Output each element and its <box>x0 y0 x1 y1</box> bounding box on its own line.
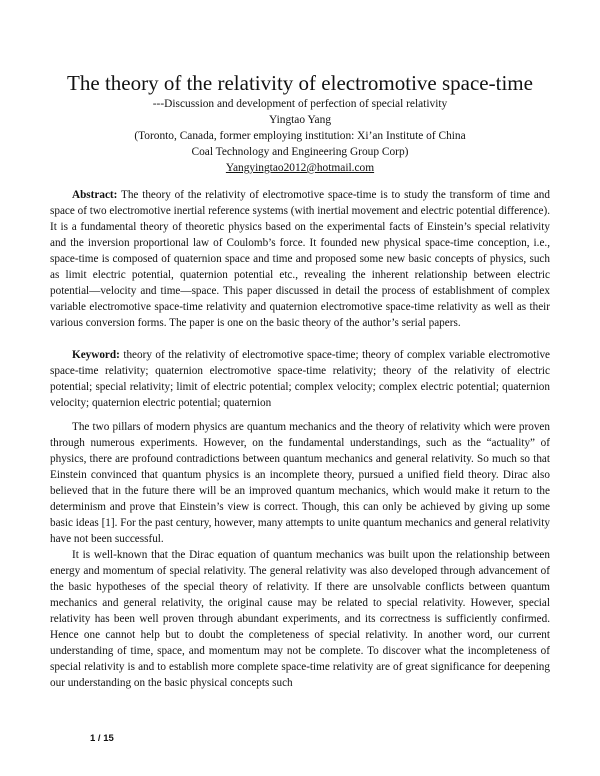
paper-title: The theory of the relativity of electromotive space-time <box>67 71 533 95</box>
abstract-paragraph <box>50 187 550 331</box>
abstract-text: The theory of the relativity of electromotive space-time is to study the transform of time and space of two electromotive inertial reference systems (with inertial movement and electric potential difference). It is a fundamental theory of theoretic physics based on the experimental facts of Einstein’s special relativity and the inversion proportional law of Coulomb’s force. It founded new physical space-time conception, i.e., space-time is composed of quaternion space and time and proposed some new basic concepts of physics, such as limit electric potential, quaternion potential etc., revealing the inherent relationship between electric potential—velocity and time—space. This paper discussed in detail the process of establishment of complex variable electromotive space-time relativity and quaternion electromotive space-time relativity as well as their various conversion forms. The paper is one on the basic theory of the author’s serial papers. <box>50 189 550 329</box>
keywords-paragraph <box>50 347 550 411</box>
keywords-label: Keyword: <box>72 349 120 361</box>
author-name: Yingtao Yang <box>268 114 332 126</box>
body-paragraph-1: The two pillars of modern physics are quantum mechanics and the theory of relativity which were proven through numerous experiments. However, on the fundamental understandings, such as the “actuality” of physics, there are profound contradictions between quantum mechanics and general relativity. So much so that Einstein convinced that quantum physics is an incomplete theory, pursued a unified field theory. Dirac also believed that in the future there will be an improved quantum mechanics, which would make it return to the determinism and prove that Einstein’s view is correct. Though, this can only be achieved by giving up some basic ideas [1]. For the past century, however, many attempts to unite quantum mechanics and general relativity have not been successful. <box>50 421 550 545</box>
abstract-label: Abstract: <box>72 189 118 201</box>
body-paragraph-2: It is well-known that the Dirac equation of quantum mechanics was built upon the relationship between energy and momentum of special relativity. The general relativity was also developed through advancement of the basic hypotheses of the special theory of relativity. If there are unsolvable conflicts between quantum mechanics and general relativity, the original cause may be related to special relativity. However, special relativity has been well proven through abundant experiments, and its correctness is sufficiently confirmed. Hence one cannot help but to doubt the completeness of special relativity. In another word, our current understanding of time, space, and momentum may not be complete. To discover what the incompleteness of special relativity is and to establish more complete space-time relativity are of great significance for deepening our understanding on the basic physical concepts such <box>50 549 550 689</box>
keywords-text: theory of the relativity of electromotive space-time; theory of complex variable electromotive space-time relativity; quaternion electromotive space-time relativity; theory of the relativity of electric potential; special relativity; limit of electric potential; complex velocity; complex electric potential; quaternion velocity; quaternion electric potential; quaternion <box>50 349 551 409</box>
author-email-link[interactable]: Yangyingtao2012@hotmail.com <box>225 162 375 174</box>
page-number: 1 / 15 <box>90 733 114 744</box>
affiliation-line-1: (Toronto, Canada, former employing institution: Xi’an Institute of China <box>134 130 466 142</box>
author-email-wrap <box>0 160 600 176</box>
affiliation-line-2: Coal Technology and Engineering Group Corp) <box>191 146 409 158</box>
paper-subtitle: ---Discussion and development of perfection of special relativity <box>152 98 448 110</box>
